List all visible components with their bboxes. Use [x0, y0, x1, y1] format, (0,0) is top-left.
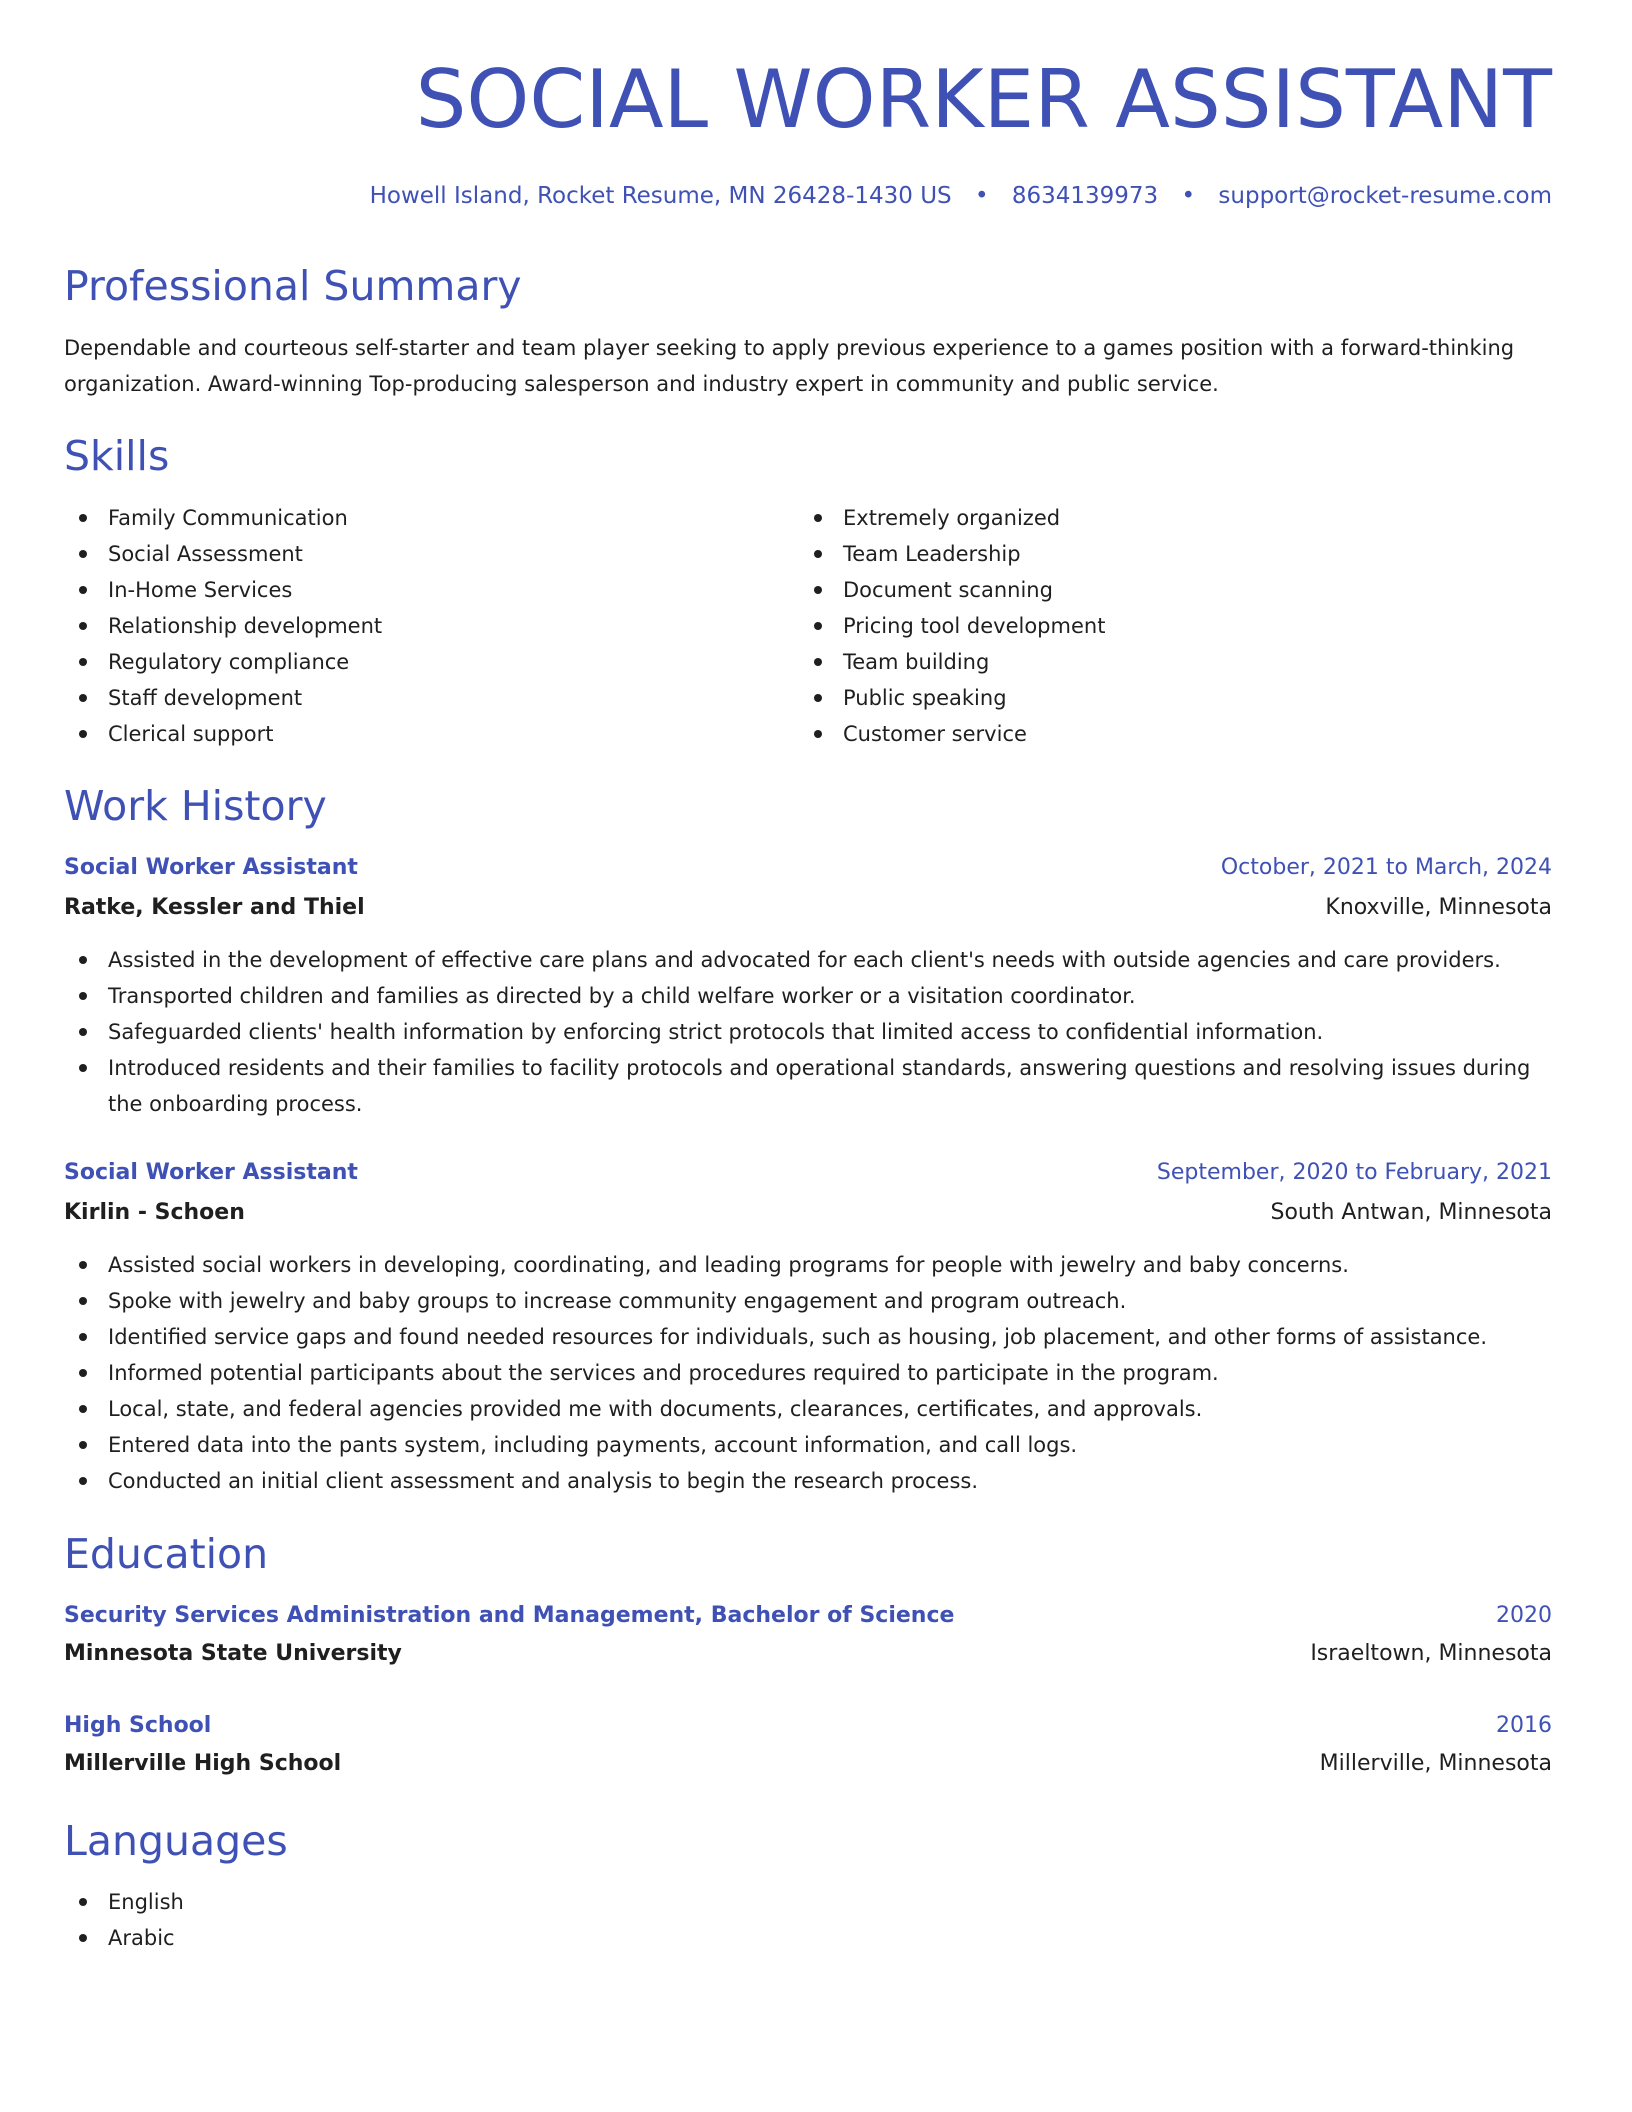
bullet-icon: [79, 730, 87, 738]
job-bullet: Identified service gaps and found needed resources for individuals, such as housing, job placement, and other forms of assistance.: [64, 1319, 1552, 1355]
skill-item: Pricing tool development: [799, 608, 1499, 644]
job-bullet: Informed potential participants about the services and procedures required to participate in the program.: [64, 1355, 1552, 1391]
job-header-row: [64, 1155, 1552, 1191]
bullet-icon: [814, 694, 822, 702]
education-location: Millerville, Minnesota: [1319, 1751, 1552, 1776]
contact-separator: •: [974, 183, 989, 209]
bullet-icon: [79, 550, 87, 558]
skill-item: Public speaking: [799, 680, 1499, 716]
languages-list: [64, 1884, 1552, 1956]
skill-item: Family Communication: [64, 500, 764, 536]
education-year: 2016: [1496, 1713, 1552, 1738]
contact-separator: •: [1181, 183, 1196, 209]
education-header-row: [64, 1598, 1552, 1634]
job-bullet: Safeguarded clients' health information by enforcing strict protocols that limited access to confidential information.: [64, 1014, 1552, 1050]
education-degree: Security Services Administration and Management, Bachelor of Science: [64, 1603, 955, 1628]
bullet-icon: [79, 956, 87, 964]
bullet-icon: [79, 658, 87, 666]
job-company-row: [64, 890, 1552, 926]
bullet-icon: [79, 1369, 87, 1377]
job-header-row: [64, 850, 1552, 886]
language-item: English: [64, 1884, 1552, 1920]
languages-heading: Languages: [64, 1817, 288, 1865]
job-company: Kirlin - Schoen: [64, 1200, 245, 1225]
bullet-icon: [79, 1934, 87, 1942]
skill-item: In-Home Services: [64, 572, 764, 608]
job-bullet-list: [64, 1247, 1552, 1499]
skill-item: Document scanning: [799, 572, 1499, 608]
skills-heading: Skills: [64, 432, 170, 480]
bullet-icon: [814, 658, 822, 666]
education-school: Minnesota State University: [64, 1641, 402, 1666]
bullet-icon: [814, 514, 822, 522]
bullet-icon: [814, 730, 822, 738]
language-item: Arabic: [64, 1920, 1552, 1956]
education-heading: Education: [64, 1530, 269, 1578]
job-bullet-list: [64, 942, 1552, 1122]
job-bullet: Spoke with jewelry and baby groups to increase community engagement and program outreach.: [64, 1283, 1552, 1319]
bullet-icon: [79, 1333, 87, 1341]
education-school-row: [64, 1636, 1552, 1672]
job-location: South Antwan, Minnesota: [1270, 1200, 1552, 1225]
candidate-name: SOCIAL WORKER ASSISTANT: [415, 53, 1552, 146]
bullet-icon: [814, 550, 822, 558]
skill-item: Relationship development: [64, 608, 764, 644]
job-bullet: Introduced residents and their families to facility protocols and operational standards, answering questions and resolving issues during the onboarding process.: [64, 1050, 1552, 1122]
bullet-icon: [79, 586, 87, 594]
skill-item: Extremely organized: [799, 500, 1499, 536]
job-bullet: Entered data into the pants system, including payments, account information, and call logs.: [64, 1427, 1552, 1463]
bullet-icon: [79, 1297, 87, 1305]
job-dates: September, 2020 to February, 2021: [1156, 1160, 1552, 1185]
education-header-row: [64, 1708, 1552, 1744]
skills-left-column: [64, 500, 764, 752]
bullet-icon: [79, 622, 87, 630]
job-title: Social Worker Assistant: [64, 1160, 358, 1185]
skill-item: Clerical support: [64, 716, 764, 752]
bullet-icon: [79, 514, 87, 522]
bullet-icon: [79, 1028, 87, 1036]
bullet-icon: [79, 694, 87, 702]
skill-item: Customer service: [799, 716, 1499, 752]
bullet-icon: [79, 1405, 87, 1413]
education-degree: High School: [64, 1713, 212, 1738]
job-location: Knoxville, Minnesota: [1325, 895, 1552, 920]
bullet-icon: [79, 1064, 87, 1072]
bullet-icon: [79, 1261, 87, 1269]
education-location: Israeltown, Minnesota: [1310, 1641, 1552, 1666]
job-duties: [64, 1247, 1552, 1499]
education-school: Millerville High School: [64, 1751, 342, 1776]
job-bullet: Transported children and families as directed by a child welfare worker or a visitation coordinator.: [64, 978, 1552, 1014]
bullet-icon: [814, 622, 822, 630]
summary-text: Dependable and courteous self-starter and team player seeking to apply previous experience to a games position with a forward-thinking organization. Award-winning Top-producing salesperson and industry expert in community and public service.: [64, 336, 1515, 396]
job-company: Ratke, Kessler and Thiel: [64, 895, 365, 920]
skill-item: Team Leadership: [799, 536, 1499, 572]
bullet-icon: [814, 586, 822, 594]
summary-heading: Professional Summary: [64, 262, 522, 310]
job-duties: [64, 942, 1552, 1122]
contact-email[interactable]: support@rocket-resume.com: [1218, 183, 1552, 209]
contact-address: Howell Island, Rocket Resume, MN 26428-1430 US: [369, 183, 952, 209]
job-bullet: Local, state, and federal agencies provided me with documents, clearances, certificates, and approvals.: [64, 1391, 1552, 1427]
job-bullet: Conducted an initial client assessment and analysis to begin the research process.: [64, 1463, 1552, 1499]
bullet-icon: [79, 1441, 87, 1449]
bullet-icon: [79, 1898, 87, 1906]
job-title: Social Worker Assistant: [64, 855, 358, 880]
education-school-row: [64, 1746, 1552, 1782]
job-bullet: Assisted in the development of effective care plans and advocated for each client's needs with outside agencies and care providers.: [64, 942, 1552, 978]
skill-item: Staff development: [64, 680, 764, 716]
bullet-icon: [79, 992, 87, 1000]
bullet-icon: [79, 1477, 87, 1485]
languages-section: [64, 1884, 1552, 1956]
skill-item: Team building: [799, 644, 1499, 680]
contact-line: [370, 180, 1552, 212]
skill-item: Regulatory compliance: [64, 644, 764, 680]
contact-phone: 8634139973: [1011, 183, 1159, 209]
skills-list-right: [799, 500, 1499, 752]
work-history-heading: Work History: [64, 782, 327, 830]
skills-right-column: [799, 500, 1499, 752]
job-dates: October, 2021 to March, 2024: [1220, 855, 1552, 880]
job-company-row: [64, 1195, 1552, 1231]
job-bullet: Assisted social workers in developing, coordinating, and leading programs for people with jewelry and baby concerns.: [64, 1247, 1552, 1283]
education-year: 2020: [1496, 1603, 1552, 1628]
skill-item: Social Assessment: [64, 536, 764, 572]
skills-list-left: [64, 500, 764, 752]
